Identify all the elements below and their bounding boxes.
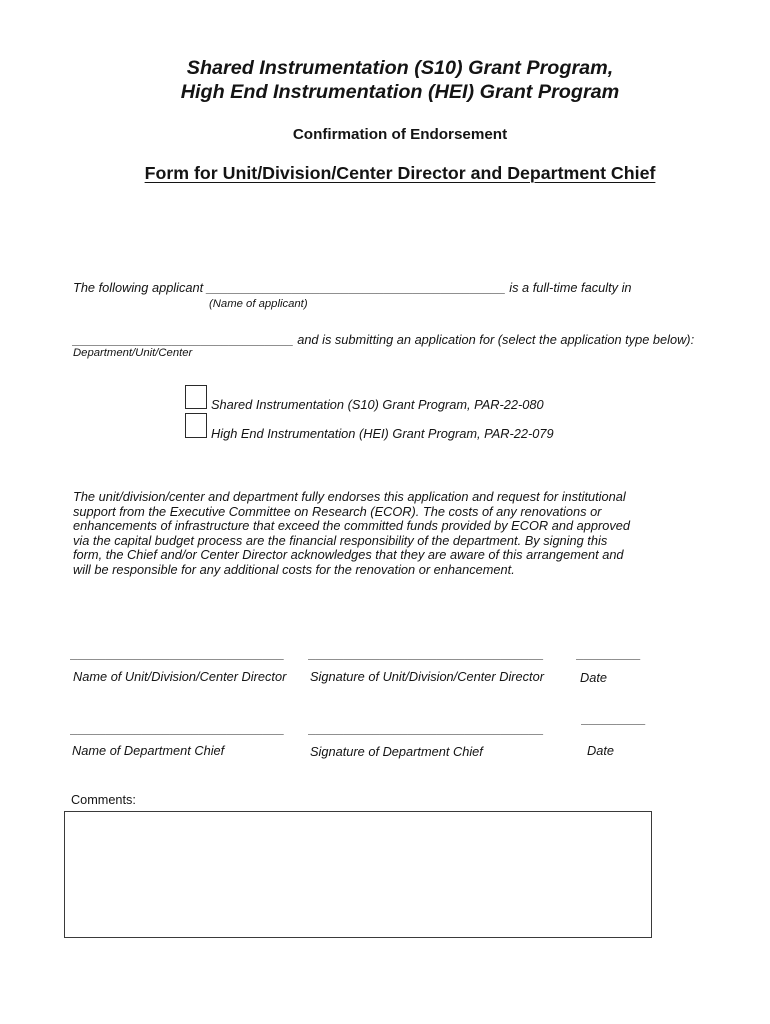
applicant-line [73,280,632,295]
s10-option-label: Shared Instrumentation (S10) Grant Program, PAR-22-080 [211,396,544,412]
comments-box[interactable] [64,811,652,938]
applicant-name-blank: __________________________________________ [206,279,506,295]
applicant-line-prefix: The following applicant [73,279,207,295]
endorsement-statement [73,490,630,578]
confirmation-heading: Confirmation of Endorsement [292,126,508,143]
chief-date-blank: _________ [582,710,647,726]
title-line-2: High End Instrumentation (HEI) Grant Program [180,81,620,103]
statement-line: enhancements of infrastructure that exceed the committed funds provided by ECOR and approved [73,518,630,534]
statement-line: will be responsible for any additional costs for the renovation or enhancement. [73,561,515,577]
director-signature-label: Signature of Unit/Division/Center Director [310,668,544,684]
director-date-label: Date [580,669,608,685]
department-line-suffix: and is submitting an application for (select the application type below): [293,331,695,347]
director-date-blank: _________ [577,646,642,661]
department-caption: Department/Unit/Center [73,347,193,359]
statement-line: The unit/division/center and department fully endorses this application and request for institutional [73,489,626,504]
applicant-line-suffix: is a full-time faculty in [505,279,632,295]
department-line [73,332,694,347]
statement-line: via the capital budget process are the financial responsibility of the department. By signing this [73,532,608,548]
chief-name-label: Name of Department Chief [72,742,225,758]
s10-checkbox[interactable] [185,385,207,409]
director-name-blank: ______________________________ [71,646,285,661]
applicant-name-caption: (Name of applicant) [209,298,308,310]
form-title: Form for Unit/Division/Center Director and Department Chief [144,162,656,183]
hei-option-label: High End Instrumentation (HEI) Grant Program, PAR-22-079 [211,425,554,441]
chief-name-blank: ______________________________ [71,720,285,736]
statement-line: support from the Executive Committee on Research (ECOR). The costs of any renovations or [73,503,602,519]
statement-line: form, the Chief and/or Center Director acknowledges that they are aware of this arrangement and [73,547,624,563]
department-blank: _______________________________ [73,331,294,347]
hei-checkbox[interactable] [185,413,207,438]
title-line-1: Shared Instrumentation (S10) Grant Program, [186,57,614,79]
director-signature-blank: _________________________________ [309,646,544,661]
chief-signature-blank: _________________________________ [309,720,544,736]
chief-date-label: Date [587,742,615,758]
comments-label: Comments: [71,792,136,807]
director-name-label: Name of Unit/Division/Center Director [73,668,287,684]
chief-signature-label: Signature of Department Chief [310,743,483,759]
